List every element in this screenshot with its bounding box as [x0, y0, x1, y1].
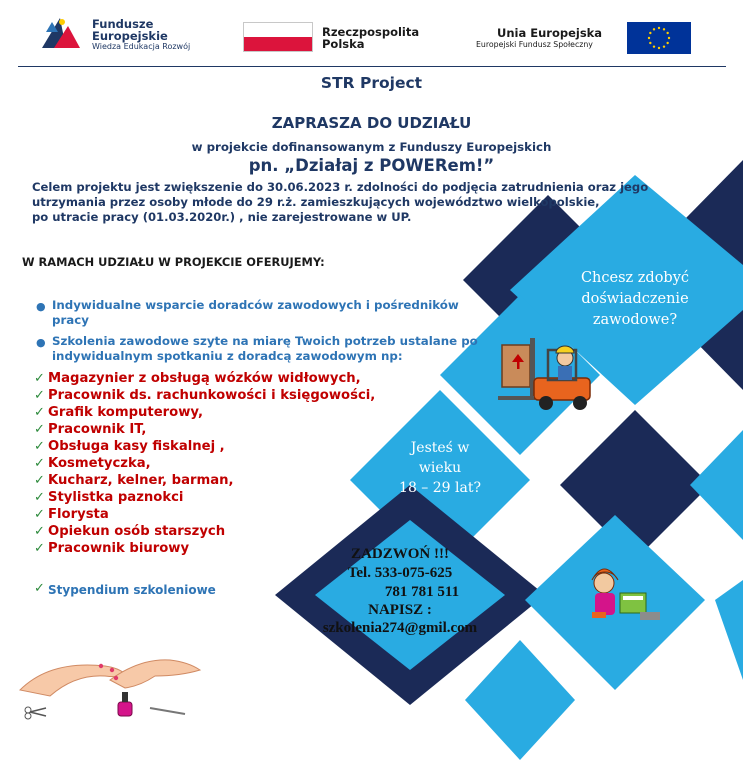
- offer-bullet-advisors: [52, 298, 459, 328]
- bullet-dot-icon: ●: [36, 336, 46, 349]
- course-item: Kosmetyczka,: [48, 456, 151, 471]
- checkmark-icon: ✓: [34, 541, 45, 556]
- course-item: Florysta: [48, 507, 109, 522]
- contact-write: NAPISZ :: [368, 602, 432, 618]
- checkmark-icon: ✓: [34, 524, 45, 539]
- checkmark-icon: ✓: [34, 456, 45, 471]
- contact-phone-2: 781 781 511: [384, 584, 460, 600]
- checkmark-icon: ✓: [34, 473, 45, 488]
- callout-age-line-1: Jesteś w: [410, 440, 470, 456]
- callout-age-line-2: wieku: [418, 460, 462, 476]
- offer-bullet-advisors-line-1: Indywidualne wsparcie doradców zawodowych i pośredników: [52, 298, 459, 312]
- diamond-light-right-edge: [690, 430, 743, 540]
- checkmark-icon: ✓: [34, 388, 45, 403]
- callout-experience-line-3: zawodowe?: [592, 312, 678, 328]
- course-item: Obsługa kasy fiskalnej ,: [48, 439, 225, 454]
- bullet-dot-icon: ●: [36, 300, 46, 313]
- goal-line-2: utrzymania przez osoby młode do 29 r.ż. zamieszkujących województwo wielkopolskie,: [32, 195, 600, 209]
- callout-experience: [555, 268, 715, 331]
- course-item: Pracownik IT,: [48, 422, 147, 437]
- contact-call: ZADZWOŃ !!!: [351, 546, 449, 562]
- callout-experience-line-1: Chcesz zdobyć: [580, 270, 690, 286]
- course-item: Grafik komputerowy,: [48, 405, 203, 420]
- fe-name-line-1: Fundusze: [92, 17, 154, 31]
- checkmark-icon: ✓: [34, 439, 45, 454]
- callout-age-line-3: 18 – 29 lat?: [399, 480, 481, 496]
- diamond-light-bottom: [465, 640, 575, 760]
- course-item: Opiekun osób starszych: [48, 524, 226, 539]
- offer-bullet-training-line-2: indywidualnym spotkaniu z doradcą zawodowym np:: [52, 349, 403, 363]
- stipend-item: Stypendium szkoleniowe: [48, 583, 216, 597]
- manicure-hands-icon: [20, 660, 200, 719]
- callout-age: [370, 438, 510, 498]
- invite-heading: ZAPRASZA DO UDZIAŁU: [271, 114, 472, 132]
- checkmark-icon: ✓: [34, 490, 45, 505]
- checkmark-icon: ✓: [34, 581, 45, 596]
- offer-bullet-training-line-1: Szkolenia zawodowe szyte na miarę Twoich potrzeb ustalane po: [52, 334, 478, 348]
- course-item: Stylistka paznokci: [48, 490, 184, 505]
- project-title: STR Project: [320, 74, 423, 92]
- course-item: Pracownik ds. rachunkowości i księgowości,: [48, 388, 376, 403]
- course-item: Magazynier z obsługą wózków widłowych,: [48, 371, 361, 386]
- contact-phone-1: Tel. 533-075-625: [347, 565, 453, 581]
- goal-line-1: Celem projektu jest zwiększenie do 30.06.2023 r. zdolności do podjęcia zatrudnienia oraz jego: [32, 180, 649, 194]
- goal-line-3: po utracie pracy (01.03.2020r.) , nie zarejestrowane w UP.: [32, 210, 412, 224]
- offer-bullet-training: [52, 334, 478, 364]
- course-item: Pracownik biurowy: [48, 541, 190, 556]
- ue-title: Unia Europejska: [497, 26, 603, 40]
- rp-line-2: Polska: [322, 37, 365, 51]
- diamond-light-bottom-right: [715, 580, 743, 680]
- checkmark-icon: ✓: [34, 507, 45, 522]
- offer-bullet-advisors-line-2: pracy: [52, 313, 89, 327]
- fe-program-name: Wiedza Edukacja Rozwój: [92, 42, 191, 51]
- project-name: pn. „Działaj z POWERem!”: [248, 156, 495, 175]
- checkmark-icon: ✓: [34, 371, 45, 386]
- checkmark-icon: ✓: [34, 422, 45, 437]
- contact-email[interactable]: szkolenia274@gmil.com: [322, 620, 478, 636]
- rp-line-1: Rzeczpospolita: [322, 25, 420, 39]
- checkmark-icon: ✓: [34, 405, 45, 420]
- callout-experience-line-2: doświadczenie: [581, 291, 689, 307]
- offer-heading: W RAMACH UDZIAŁU W PROJEKCIE OFERUJEMY:: [22, 255, 325, 269]
- fe-name-line-2: Europejskie: [92, 29, 168, 43]
- ue-fund-name: Europejski Fundusz Społeczny: [476, 40, 593, 49]
- cofinanced-line: w projekcie dofinansowanym z Funduszy Europejskich: [191, 140, 552, 154]
- course-item: Kucharz, kelner, barman,: [48, 473, 234, 488]
